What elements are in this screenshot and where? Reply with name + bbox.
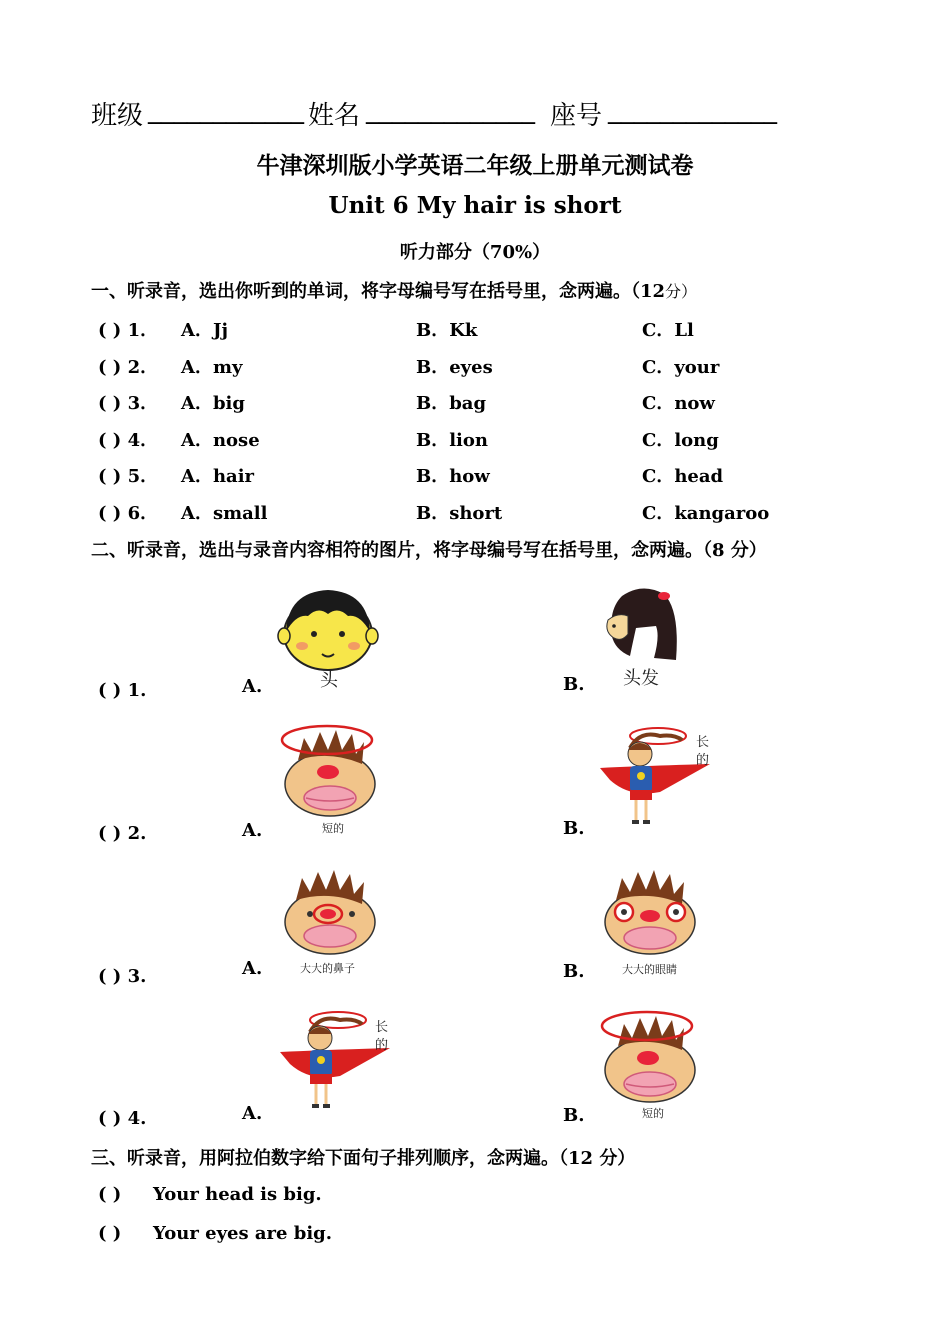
answer-blank[interactable]: ( ) — [98, 1184, 122, 1205]
answer-blank[interactable]: ( ) 3． — [98, 393, 159, 414]
picture-caption: 大大的鼻子 — [300, 962, 355, 975]
option-b: B．bag — [416, 393, 487, 414]
picture-caption: 短的 — [642, 1107, 664, 1120]
answer-blank[interactable]: ( ) 6． — [98, 503, 159, 524]
answer-blank[interactable]: ( ) 1. — [98, 680, 147, 701]
option-a: A．my — [181, 357, 243, 378]
option-b-label: B. — [563, 1105, 585, 1126]
answer-blank[interactable]: ( ) 2． — [98, 357, 159, 378]
answer-blank[interactable]: ( ) 4． — [98, 430, 159, 451]
option-c: C．Ll — [642, 320, 694, 341]
picture-caption: 的 — [375, 1038, 389, 1053]
class-blank[interactable]: ____________ — [148, 95, 304, 125]
picture-caption: 长 — [375, 1020, 389, 1035]
answer-blank[interactable]: ( ) 5． — [98, 466, 159, 487]
section1-heading-main: 一、听录音，选出你听到的单词，将字母编号写在括号里，念两遍。（12 — [91, 281, 666, 302]
option-c: C．kangaroo — [642, 503, 770, 524]
section3-heading: 三、听录音，用阿拉伯数字给下面句子排列顺序，念两遍。（12 分） — [91, 1148, 636, 1169]
answer-blank[interactable]: ( ) 4. — [98, 1108, 147, 1129]
option-c: C．your — [642, 357, 720, 378]
seat-label: 座号 — [550, 101, 603, 131]
option-c: C．long — [642, 430, 719, 451]
option-a: A．small — [181, 503, 268, 524]
option-a: A．hair — [181, 466, 255, 487]
picture-caption: 的 — [696, 753, 710, 768]
option-a-label: A. — [242, 1103, 263, 1124]
option-b: B．Kk — [416, 320, 478, 341]
option-b: B．lion — [416, 430, 488, 451]
section1-heading-score: 分） — [665, 282, 698, 301]
option-c: C．head — [642, 466, 724, 487]
option-b-label: B. — [563, 961, 585, 982]
big-nose-face-icon — [280, 870, 380, 958]
option-a-label: A. — [242, 820, 263, 841]
picture-caption: 头发 — [623, 668, 659, 689]
option-a-label: A. — [242, 676, 263, 697]
option-a: A．Jj — [181, 320, 228, 341]
section2-heading: 二、听录音，选出与录音内容相符的图片，将字母编号写在括号里，念两遍。（8 分） — [91, 540, 767, 561]
option-b: B．eyes — [416, 357, 493, 378]
option-c: C．now — [642, 393, 715, 414]
picture-caption: 大大的眼睛 — [622, 963, 677, 976]
short-hair-face-icon — [600, 1010, 700, 1105]
answer-blank[interactable]: ( ) 1． — [98, 320, 159, 341]
option-b: B．how — [416, 466, 490, 487]
name-label: 姓名 — [308, 101, 361, 131]
option-a: A．big — [181, 393, 245, 414]
seat-blank[interactable]: _____________ — [608, 95, 777, 125]
sentence-text: Your head is big. — [153, 1184, 322, 1205]
short-hair-face-icon — [280, 724, 380, 819]
cartoon-head-icon — [278, 584, 378, 674]
long-hair-girl-icon — [600, 728, 710, 828]
answer-blank[interactable]: ( ) — [98, 1223, 122, 1244]
option-a: A．nose — [181, 430, 260, 451]
name-blank[interactable]: _____________ — [366, 95, 535, 125]
option-b: B．short — [416, 503, 503, 524]
section1-heading — [91, 277, 697, 303]
page-title: 牛津深圳版小学英语二年级上册单元测试卷 — [256, 152, 694, 179]
class-label: 班级 — [91, 101, 144, 131]
answer-blank[interactable]: ( ) 3. — [98, 966, 147, 987]
big-eyes-face-icon — [600, 870, 700, 958]
picture-caption: 长 — [696, 735, 710, 750]
option-a-label: A. — [242, 958, 263, 979]
girl-hair-icon — [602, 586, 682, 664]
option-b-label: B. — [563, 818, 585, 839]
unit-title: Unit 6 My hair is short — [328, 192, 622, 219]
sentence-text: Your eyes are big. — [153, 1223, 333, 1244]
picture-caption: 头 — [320, 670, 338, 691]
picture-caption: 短的 — [322, 822, 344, 835]
option-b-label: B. — [563, 674, 585, 695]
answer-blank[interactable]: ( ) 2. — [98, 823, 147, 844]
long-hair-girl-icon — [280, 1012, 390, 1112]
listening-part-label: 听力部分（70%） — [399, 242, 551, 263]
